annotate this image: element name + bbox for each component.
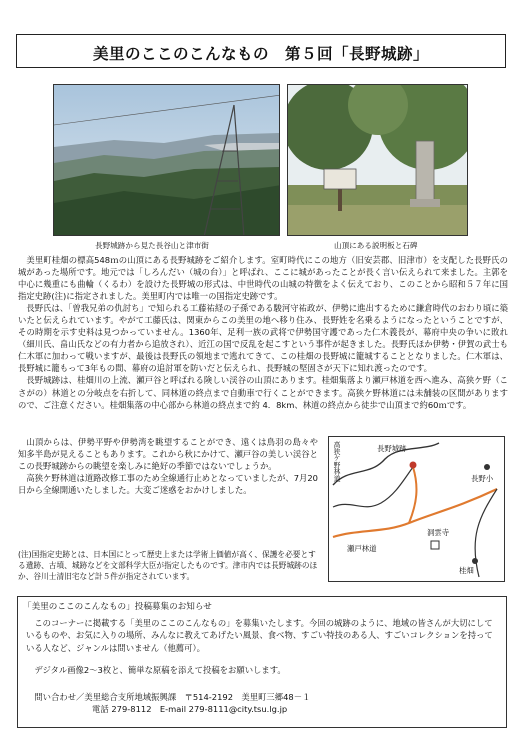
photo-landscape: [53, 84, 280, 236]
map-label-seto: 瀬戸林道: [347, 544, 377, 553]
map-label-nagano-school: 長野小: [471, 474, 494, 483]
map-label-temple: 洞雲寺: [427, 528, 450, 537]
contact-address: 問い合わせ／美里総合支所地域振興課 〒514-2192 美里町三郷48－１: [34, 692, 311, 702]
page-title: 美里のここのこんなもの 第５回「長野城跡」: [92, 45, 429, 63]
title-box: [16, 34, 506, 68]
paragraph-access: 長野城跡は、桂畑川の上流、瀬戸谷と呼ばれる険しい渓谷の山頂にあります。桂畑集落より瀬戸林道を西へ進み、高狭ケ野（こさがの）林道との分岐点を右折して、同林道の終点まで自動車で行くことができます。高狭ケ野林道には未舗装の区間がありますので、ご注意ください。桂畑集落の中心部から林道の終点まで約 4．8km、林道の終点から徒歩で山頂まで約60ｍです。: [18, 375, 508, 410]
map-label-kosaga: 高狭ケ野林道: [332, 441, 340, 482]
paragraph-road-notice: 高狭ケ野林道は道路改修工事のため全線通行止めとなっていましたが、7月20日から全線開通いたしました。大変ご迷惑をおかけしました。: [18, 473, 318, 496]
article-column: [18, 436, 318, 496]
photo-monument: [287, 84, 468, 236]
photo-landscape-caption: 長野城跡から見た長谷山と津市街: [95, 241, 209, 250]
paragraph-intro: 美里町桂畑の標高548ｍの山頂にある長野城跡をご紹介します。室町時代にこの地方（旧安芸郡、旧津市）を支配した長野氏の城があった場所です。地元では「しろんだい（城の台）」と呼ばれ、ここに城があったことが長く言い伝えられて来ました。主郭を中心に幾重にも曲輪（くるわ）を設けた長野城の形式は、中世時代の山城の特徴をよく伝えており、このことから昭和５７年に国指定史跡(注)に指定されました。美里町内では唯一の国指定史跡です。: [18, 255, 508, 302]
submission-description: このコーナーに掲載する「美里のここのこんなもの」を募集いたします。今回の城跡のように、地域の皆さんが大切にしているものや、お気に入りの場所、みんなに教えてあげたい風景、食べ物、すごい特技のある人、すごいコレクションを持っている人など、ジャンルは問いません（他薦可）。: [26, 618, 493, 653]
contact-phone-email: 電話 279-8112 E-mail 279-8111@city.tsu.lg.jp: [92, 704, 288, 714]
map-label-castle: 長野城跡: [377, 444, 407, 453]
paragraph-view: 山頂からは、伊勢平野や伊勢湾を眺望することができ、遠くは鳥羽の島々や知多半島が見えることもあります。これから秋にかけて、瀬戸谷の美しい渓谷とこの長野城跡からの眺望を楽しみに絶好の季節ではないでしょうか。: [18, 437, 318, 472]
paragraph-history: 長野氏は、「曽我兄弟の仇討ち」で知られる工藤祐経の子孫である駿河守祐政が、伊勢に進出するために鎌倉時代のおわり頃に築いたと伝えられています。やがて工藤氏は、関東からこの美里の地へ移り住み、長野姓を名乗るようになったということですが、その時期を示す史料は見つかっていません。1360年、足利一族の武将で伊勢国守護であった仁木義長が、幕府中央の争いに敗れ（細川氏、畠山氏などの有力者から追放され）、近江の国で反乱を起こすという事件が起きました。長野氏ほか伊勢・伊賀の武士も仁木軍に加わって戦いますが、最後は長野氏の領地まで逃れてきて、この桂畑の長野城に籠城することとなりました。仁木軍は、長野城に籠もって3年もの間、幕府の追討軍を防いだと伝えられ、長野城の堅固さが天下に知れ渡ったのです。: [18, 303, 508, 374]
article-body: [18, 254, 508, 411]
photo-monument-caption: 山頂にある説明板と石碑: [334, 241, 418, 250]
submission-notice: [17, 596, 507, 728]
submission-heading: 「美里のここのこんなもの」投稿募集のお知らせ: [23, 602, 212, 612]
submission-instructions: デジタル画像2～3枚と、簡単な原稿を添えて投稿をお願いします。: [34, 665, 286, 675]
access-map: [328, 436, 505, 582]
footnote: (注)国指定史跡とは、日本国にとって歴史上または学術上価値が高く、保護を必要とする遺跡、古墳、城跡などを文部科学大臣が指定したものです。津市内では長野城跡のほか、谷川士清旧宅など計５件が指定されています。: [18, 550, 318, 581]
map-label-katsurahata: 桂畑: [459, 566, 474, 575]
